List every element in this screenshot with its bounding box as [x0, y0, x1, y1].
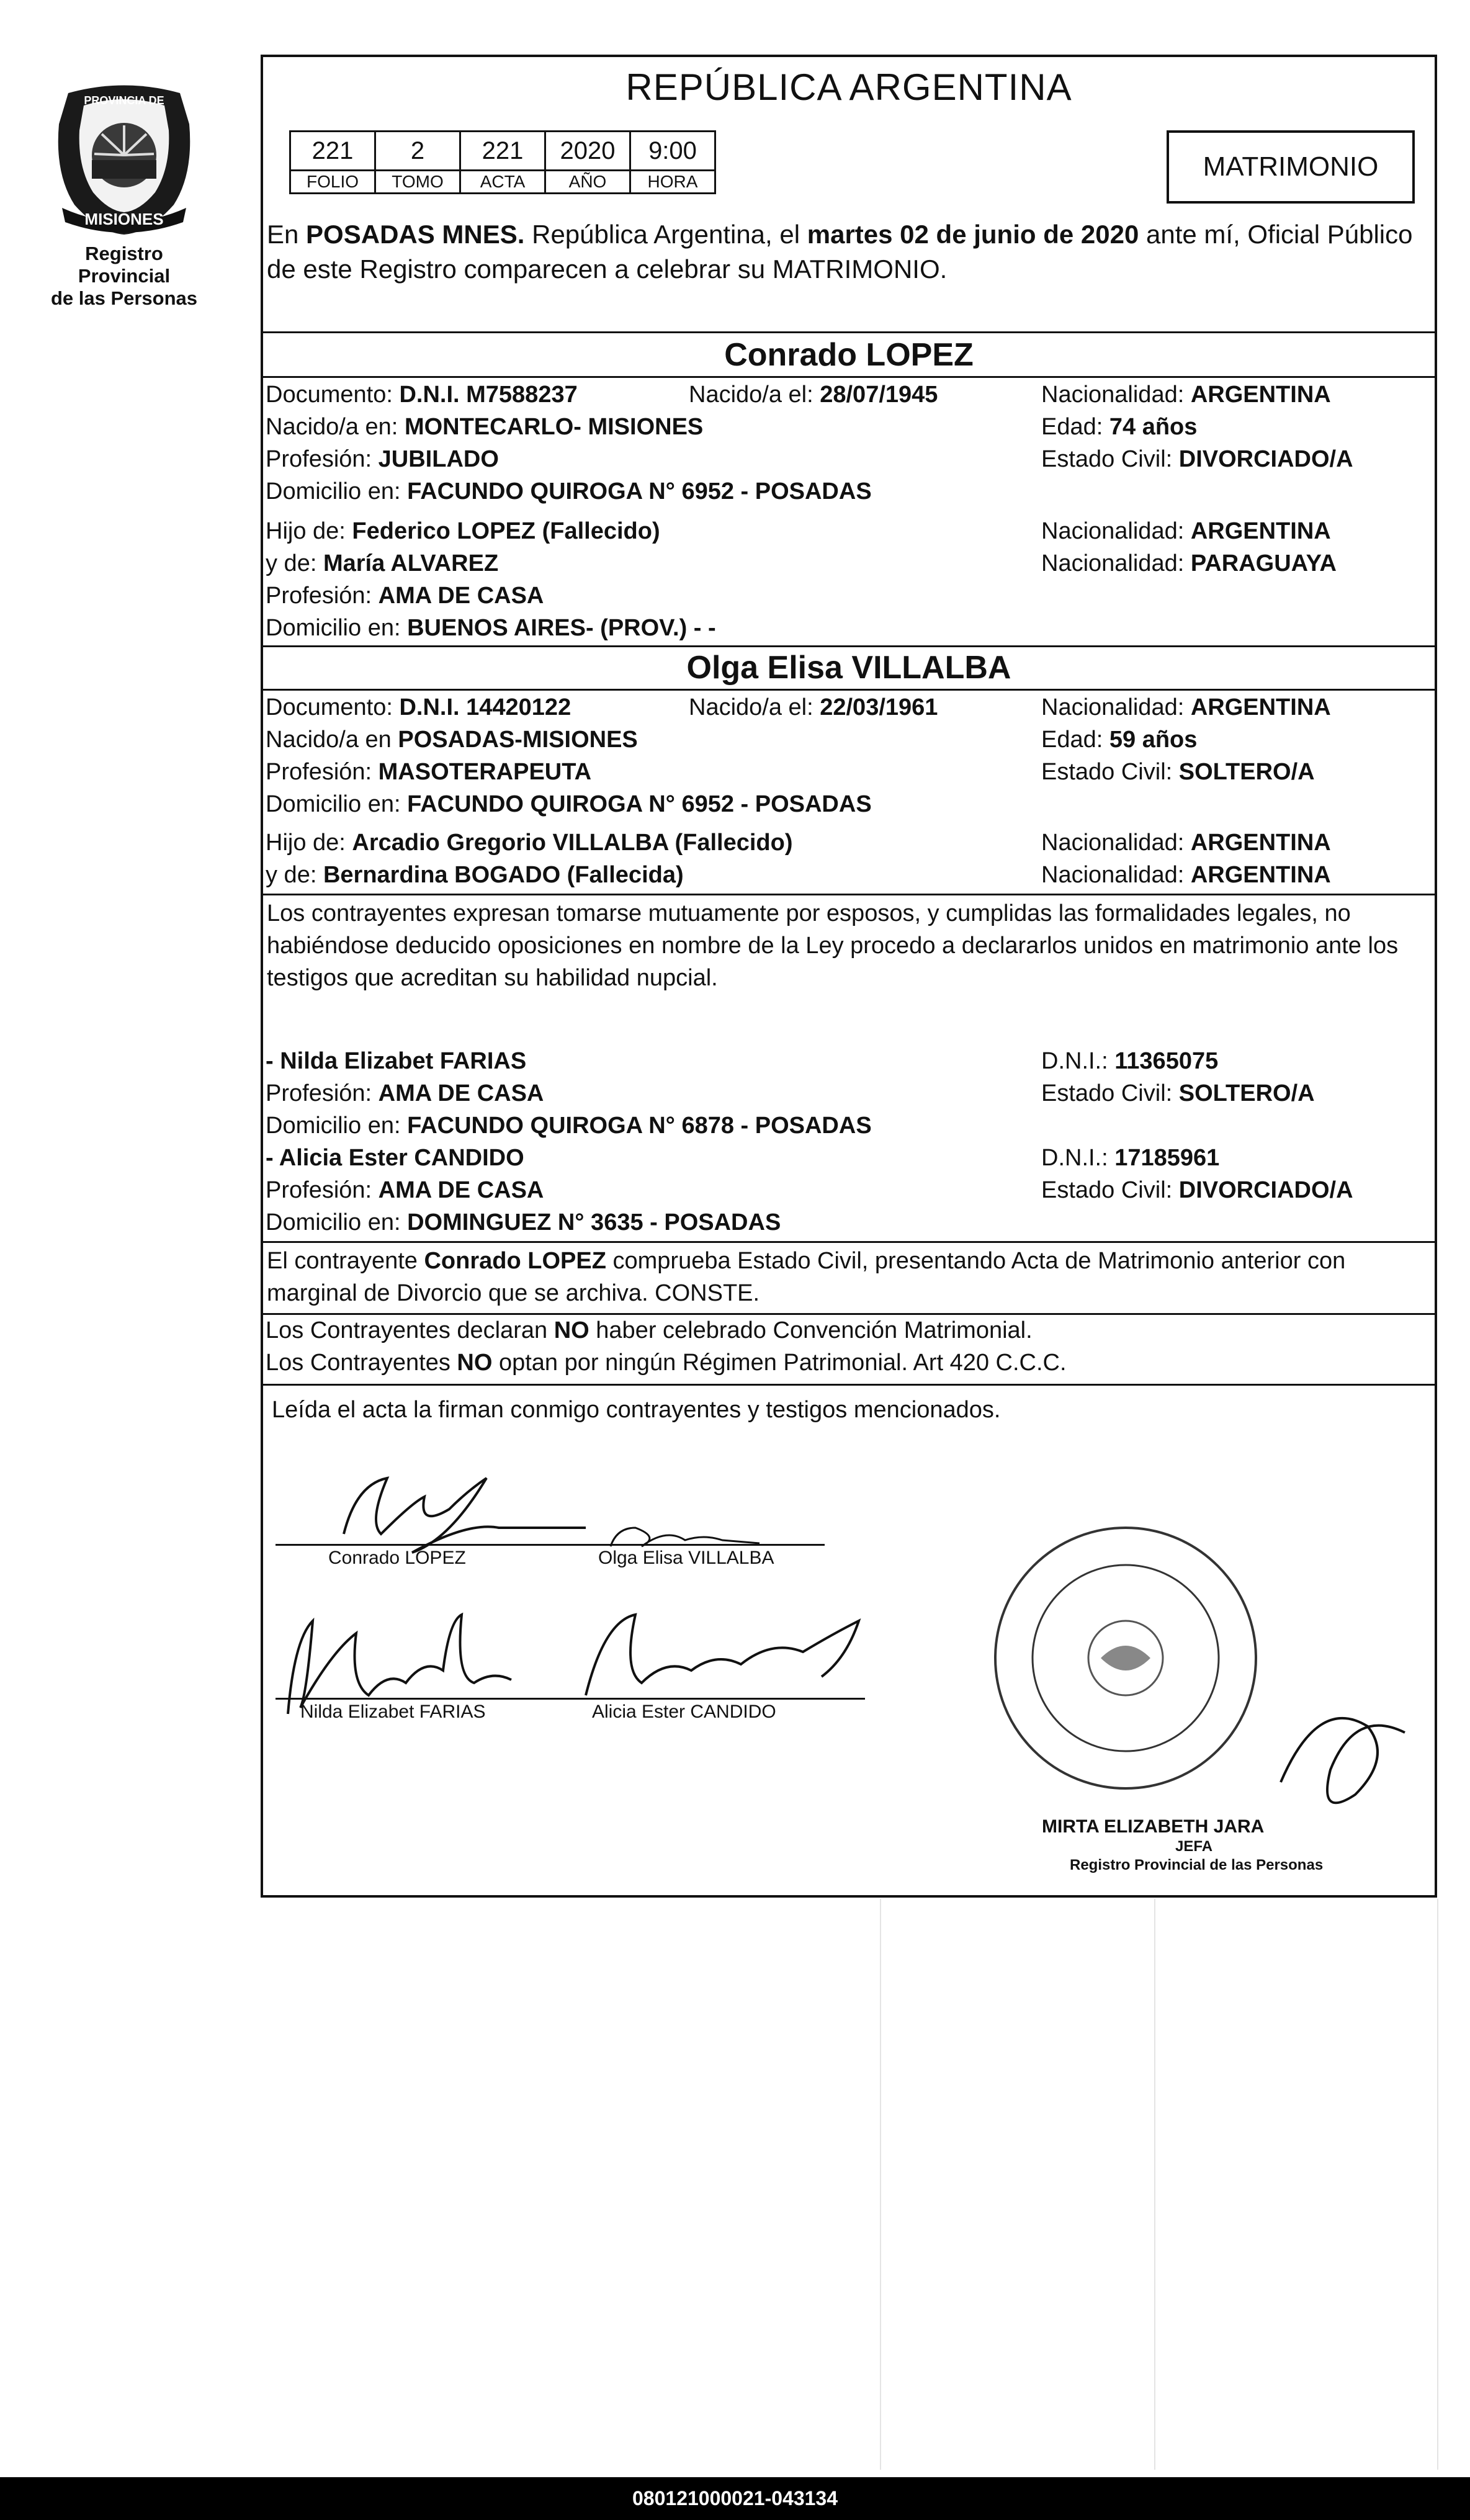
folio-label: FOLIO: [290, 171, 375, 194]
label: Estado Civil:: [1041, 446, 1173, 472]
c2-estado-civil: [1041, 758, 1315, 786]
testigo1-dni: [1041, 1047, 1218, 1075]
c1-edad-value: 74 años: [1109, 414, 1198, 440]
country-title: REPÚBLICA ARGENTINA: [625, 66, 1072, 108]
text: Los Contrayentes declaran: [266, 1317, 554, 1343]
intro-date: martes 02 de junio de 2020: [807, 220, 1139, 249]
label: Profesión:: [266, 759, 372, 785]
note-text-1: El contrayente: [267, 1248, 424, 1274]
divider: [263, 331, 1435, 333]
testigo1-profesion: [266, 1080, 544, 1107]
registry-logo: [43, 81, 205, 309]
signature-line: [276, 1698, 586, 1700]
c2-profesion-value: MASOTERAPEUTA: [378, 759, 592, 785]
label: Nacionalidad:: [1041, 830, 1185, 856]
c2-nacionalidad: [1041, 694, 1331, 721]
label: Nacido/a en: [266, 727, 392, 753]
c2-madre-nac-value: ARGENTINA: [1190, 862, 1331, 888]
svg-text:MISIONES: MISIONES: [84, 210, 164, 228]
label: D.N.I.:: [1041, 1048, 1108, 1074]
c1-padre: [266, 518, 660, 545]
testigo2-dni-value: 17185961: [1114, 1145, 1220, 1171]
label: Hijo de:: [266, 518, 346, 544]
c2-nacido-el: [689, 694, 938, 721]
logo-caption-line2: de las Personas: [50, 287, 198, 309]
label: y de:: [266, 550, 317, 576]
c2-documento: [266, 694, 571, 721]
label: Documento:: [266, 694, 393, 720]
testigo1-name: [266, 1047, 526, 1075]
act-type-box: MATRIMONIO: [1167, 130, 1415, 204]
c2-nacido-el-value: 22/03/1961: [820, 694, 938, 720]
c2-madre: [266, 861, 684, 889]
label: Domicilio en:: [266, 615, 401, 641]
intro-city: POSADAS MNES.: [306, 220, 525, 249]
label: Nacionalidad:: [1041, 550, 1185, 576]
marriage-act-form: [261, 55, 1437, 1898]
c2-edad-value: 59 años: [1109, 727, 1198, 753]
divider: [263, 1241, 1435, 1243]
signature-line: [586, 1698, 865, 1700]
label: Edad:: [1041, 727, 1103, 753]
c1-madre-profesion: [266, 582, 544, 609]
convention-statement: [266, 1317, 1033, 1344]
label: Domicilio en:: [266, 1113, 401, 1139]
label: Profesión:: [266, 583, 372, 609]
c1-documento-value: D.N.I. M7588237: [399, 382, 578, 408]
c2-nacionalidad-value: ARGENTINA: [1190, 694, 1331, 720]
c1-domicilio-value: FACUNDO QUIROGA N° 6952 - POSADAS: [407, 478, 872, 504]
c1-madre-domicilio: [266, 614, 716, 642]
c2-madre-value: Bernardina BOGADO (Fallecida): [323, 862, 684, 888]
label: Nacionalidad:: [1041, 382, 1185, 408]
label: Domicilio en:: [266, 1209, 401, 1235]
c2-madre-nacionalidad: [1041, 861, 1331, 889]
c1-madre-nacionalidad: [1041, 550, 1337, 577]
label: Estado Civil:: [1041, 1177, 1173, 1203]
testigo2-domicilio-value: DOMINGUEZ N° 3635 - POSADAS: [407, 1209, 781, 1235]
c1-nacido-en: [266, 413, 703, 441]
testigo1-dni-value: 11365075: [1114, 1048, 1219, 1074]
intro-text-3: ante mí, Oficial Público de este Registro comparecen a celebrar su MATRIMONIO.: [267, 220, 1413, 284]
label: Nacionalidad:: [1041, 862, 1185, 888]
divider: [263, 1313, 1435, 1315]
contrayente2-name: Olga Elisa VILLALBA: [686, 650, 1011, 686]
testigo2-name: [266, 1144, 524, 1172]
act-reference-table: [289, 130, 716, 194]
logo-caption-line1: Registro Provincial: [78, 243, 171, 287]
official-entity: Registro Provincial de las Personas: [1070, 1857, 1324, 1873]
label: Nacido/a en:: [266, 414, 398, 440]
c2-padre: [266, 829, 793, 856]
c1-nacido-en-value: MONTECARLO- MISIONES: [404, 414, 704, 440]
label: Estado Civil:: [1041, 1080, 1173, 1106]
signature-alicia-scribble: [586, 1615, 859, 1695]
signature-official-scribble: [1281, 1718, 1405, 1803]
signature-label-alicia: Alicia Ester CANDIDO: [592, 1702, 776, 1722]
c1-estado-civil-value: DIVORCIADO/A: [1178, 446, 1353, 472]
c2-domicilio-value: FACUNDO QUIROGA N° 6952 - POSADAS: [407, 791, 872, 817]
label: y de:: [266, 862, 317, 888]
document-code-bar: [0, 2477, 1470, 2520]
signature-label-olga: Olga Elisa VILLALBA: [598, 1548, 774, 1568]
official-name: MIRTA ELIZABETH JARA: [1042, 1816, 1265, 1837]
signature-label-nilda: Nilda Elizabet FARIAS: [300, 1702, 486, 1722]
c1-padre-nacionalidad: [1041, 518, 1331, 545]
c1-estado-civil: [1041, 446, 1353, 473]
intro-text-2: República Argentina, el: [524, 220, 807, 249]
label: Nacionalidad:: [1041, 694, 1185, 720]
label: Nacionalidad:: [1041, 518, 1185, 544]
c1-nacido-el-value: 28/07/1945: [820, 382, 938, 408]
testigo2-dni: [1041, 1144, 1219, 1172]
label: Edad:: [1041, 414, 1103, 440]
text: Los Contrayentes: [266, 1350, 457, 1376]
label: Domicilio en:: [266, 791, 401, 817]
c1-nacido-el: [689, 381, 938, 408]
text: haber celebrado Convención Matrimonial.: [589, 1317, 1033, 1343]
registry-seal-icon: [995, 1528, 1256, 1788]
c1-profesion-value: JUBILADO: [378, 446, 499, 472]
c2-padre-nacionalidad: [1041, 829, 1331, 856]
label: D.N.I.:: [1041, 1145, 1108, 1171]
c2-documento-value: D.N.I. 14420122: [399, 694, 571, 720]
declaration-paragraph: Los contrayentes expresan tomarse mutuamente por esposos, y cumplidas las formalidades legales, no habiéndose deducido oposiciones en nombre de la Ley procedo a declararlos unidos en matrimonio ante los testigos que acreditan su habilidad nupcial.: [267, 900, 1399, 991]
tomo-value: 2: [375, 132, 460, 171]
anio-label: AÑO: [545, 171, 630, 194]
c1-edad: [1041, 413, 1197, 441]
signature-line: [570, 1544, 825, 1546]
anio-value: 2020: [545, 132, 630, 171]
c1-documento: [266, 381, 578, 408]
negation: NO: [553, 1317, 589, 1343]
label: Hijo de:: [266, 830, 346, 856]
label: Profesión:: [266, 1177, 372, 1203]
intro-paragraph: [267, 217, 1422, 287]
c1-madre-domicilio-value: BUENOS AIRES- (PROV.) - -: [407, 615, 716, 641]
note-name: Conrado LOPEZ: [424, 1248, 606, 1274]
c1-madre-nac-value: PARAGUAYA: [1190, 550, 1337, 576]
c1-nacionalidad-value: ARGENTINA: [1190, 382, 1331, 408]
closing-statement: Leída el acta la firman conmigo contrayentes y testigos mencionados.: [272, 1397, 1001, 1423]
c1-madre: [266, 550, 498, 577]
province-emblem-icon: [50, 81, 199, 236]
c2-domicilio: [266, 791, 872, 818]
c2-profesion: [266, 758, 591, 786]
c2-padre-value: Arcadio Gregorio VILLALBA (Fallecido): [352, 830, 793, 856]
c1-padre-nac-value: ARGENTINA: [1190, 518, 1331, 544]
testigo2-estado-value: DIVORCIADO/A: [1178, 1177, 1353, 1203]
label: Domicilio en:: [266, 478, 401, 504]
c2-nacido-en: [266, 726, 638, 753]
divider: [263, 376, 1435, 378]
testigo2-profesion: [266, 1177, 544, 1204]
c2-edad: [1041, 726, 1197, 753]
folio-value: 221: [290, 132, 375, 171]
tomo-label: TOMO: [375, 171, 460, 194]
acta-value: 221: [460, 132, 545, 171]
testigo2-estado: [1041, 1177, 1353, 1204]
regime-statement: [266, 1349, 1067, 1376]
negation: NO: [457, 1350, 493, 1376]
civil-status-note: [267, 1245, 1423, 1309]
label: Estado Civil:: [1041, 759, 1173, 785]
hora-label: HORA: [630, 171, 715, 194]
testigo2-name-value: - Alicia Ester CANDIDO: [266, 1145, 524, 1171]
testigo1-profesion-value: AMA DE CASA: [378, 1080, 544, 1106]
label: Profesión:: [266, 1080, 372, 1106]
signature-line: [276, 1544, 586, 1546]
signature-conrado-scribble: [344, 1478, 586, 1553]
divider: [263, 645, 1435, 647]
testigo1-domicilio-value: FACUNDO QUIROGA N° 6878 - POSADAS: [407, 1113, 872, 1139]
label: Nacido/a el:: [689, 382, 813, 408]
testigo2-domicilio: [266, 1209, 781, 1236]
contrayente1-name: Conrado LOPEZ: [724, 337, 974, 373]
c2-padre-nac-value: ARGENTINA: [1190, 830, 1331, 856]
signature-label-conrado: Conrado LOPEZ: [328, 1548, 466, 1568]
c1-nacionalidad: [1041, 381, 1331, 408]
testigo2-profesion-value: AMA DE CASA: [378, 1177, 544, 1203]
c1-madre-profesion-value: AMA DE CASA: [378, 583, 544, 609]
acta-label: ACTA: [460, 171, 545, 194]
divider: [263, 689, 1435, 691]
svg-text:PROVINCIA DE: PROVINCIA DE: [84, 94, 164, 107]
document-code: 080121000021-043134: [632, 2487, 838, 2509]
divider: [263, 894, 1435, 895]
divider: [263, 1384, 1435, 1386]
hora-value: 9:00: [630, 132, 715, 171]
text: optan por ningún Régimen Patrimonial. Art 420 C.C.C.: [492, 1350, 1067, 1376]
c1-domicilio: [266, 478, 872, 505]
official-title: JEFA: [1175, 1838, 1213, 1855]
label: Documento:: [266, 382, 393, 408]
c2-estado-civil-value: SOLTERO/A: [1178, 759, 1315, 785]
testigo1-estado: [1041, 1080, 1315, 1107]
c1-madre-value: María ALVAREZ: [323, 550, 499, 576]
intro-text-1: En: [267, 220, 307, 249]
label: Profesión:: [266, 446, 372, 472]
testigo1-domicilio: [266, 1112, 872, 1139]
note-text-2: comprueba Estado Civil, presentando Acta de Matrimonio anterior con marginal de Divorcio que se archiva. CONSTE.: [267, 1248, 1346, 1306]
testigo1-estado-value: SOLTERO/A: [1178, 1080, 1315, 1106]
logo-caption: [43, 243, 205, 310]
c1-padre-value: Federico LOPEZ (Fallecido): [352, 518, 660, 544]
c1-profesion: [266, 446, 499, 473]
label: Nacido/a el:: [689, 694, 813, 720]
c2-nacido-en-value: POSADAS-MISIONES: [398, 727, 638, 753]
testigo1-name-value: - Nilda Elizabet FARIAS: [266, 1048, 527, 1074]
